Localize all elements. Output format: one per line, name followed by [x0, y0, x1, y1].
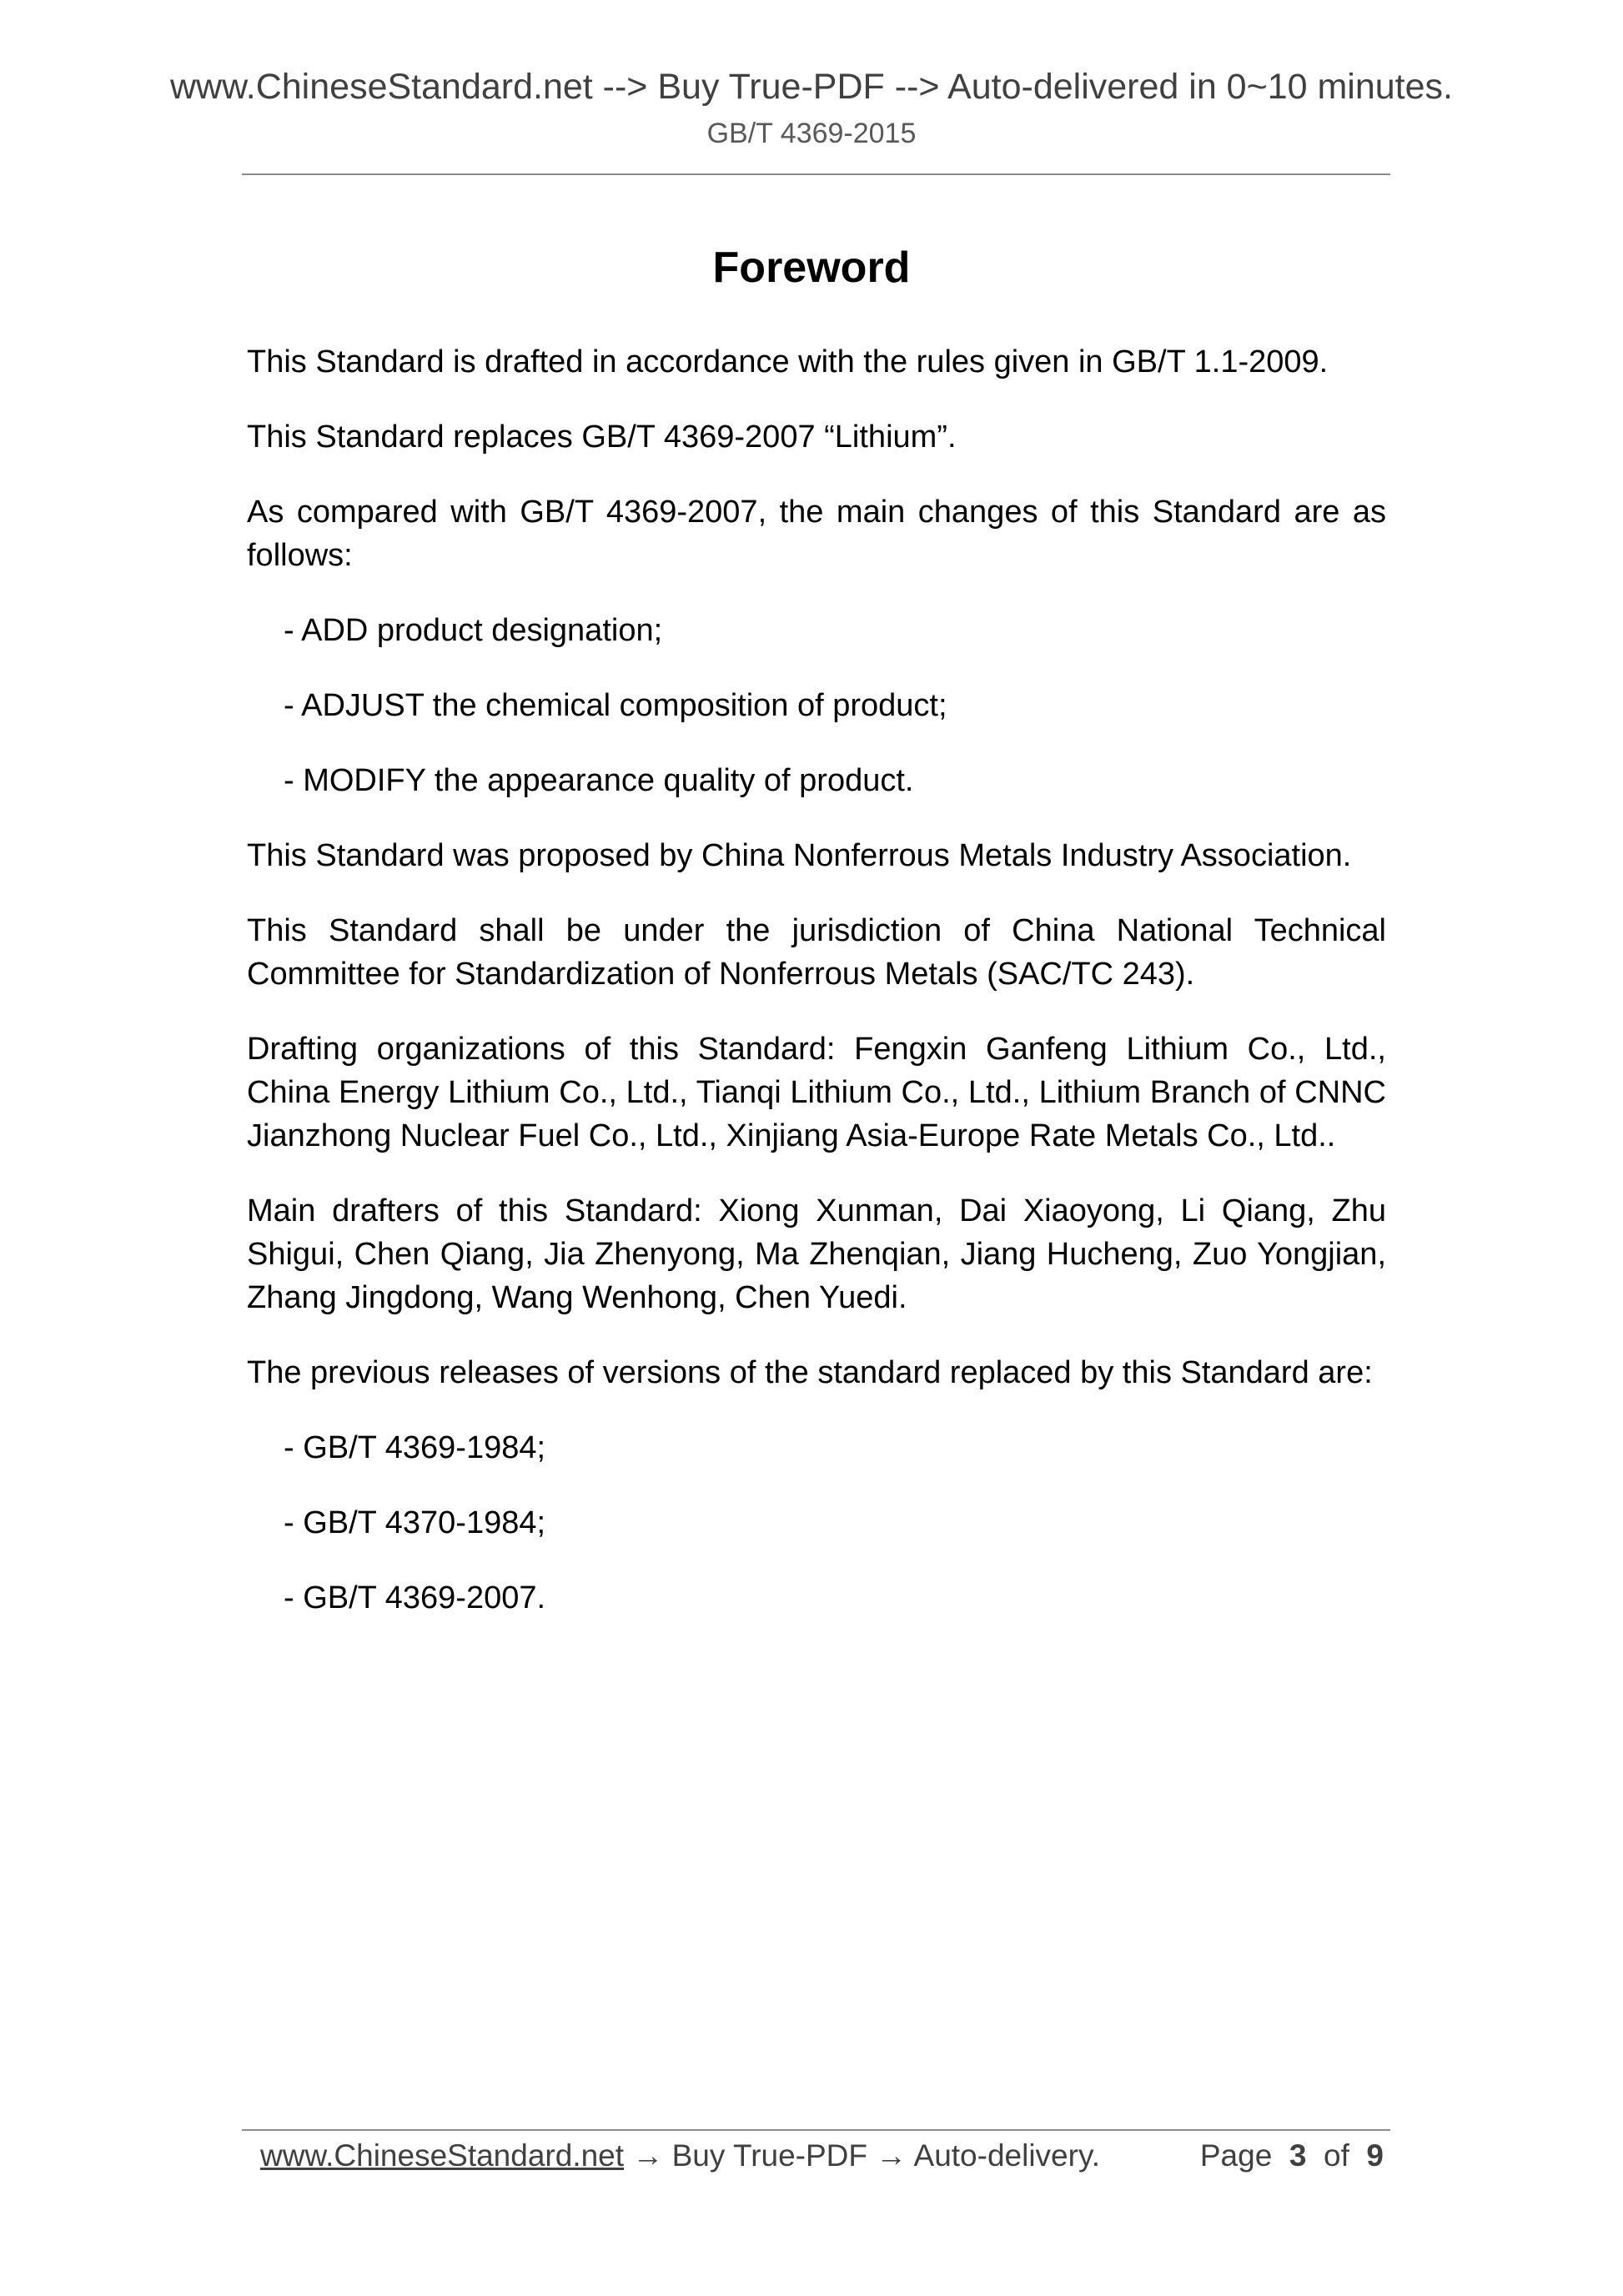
header-banner: www.ChineseStandard.net --> Buy True-PDF --> Auto-delivered in 0~10 minutes.: [169, 67, 1453, 107]
paragraph-proposed-by: This Standard was proposed by China Nonferrous Metals Industry Association.: [247, 838, 1352, 873]
paragraph-changes-intro: As compared with GB/T 4369-2007, the main changes of this Standard are as follows:: [247, 495, 1386, 573]
header-divider: [242, 173, 1390, 175]
paragraph-drafting-rules: This Standard is drafted in accordance with the rules given in GB/T 1.1-2009.: [247, 344, 1329, 379]
document-code: GB/T 4369-2015: [706, 118, 917, 149]
list-item-previous-release: - GB/T 4369-1984;: [284, 1430, 546, 1465]
current-page-number: 3: [1289, 2138, 1307, 2173]
footer-tagline: → Buy True-PDF → Auto-delivery.: [624, 2138, 1100, 2173]
list-item-change: - ADD product designation;: [284, 613, 663, 648]
total-page-number: 9: [1366, 2138, 1384, 2173]
list-item-previous-release: - GB/T 4369-2007.: [284, 1580, 546, 1615]
paragraph-main-drafters: Main drafters of this Standard: Xiong Xunman, Dai Xiaoyong, Li Qiang, Zhu Shigui, Chen Qiang, Jia Zhenyong, Ma Zhenqian, Jiang Hucheng, Zuo Yongjian, Zhang Jingdong, Wang Wenhong, Chen Yuedi.: [247, 1193, 1386, 1315]
page-indicator: [1200, 2134, 1384, 2178]
page-label: Page: [1199, 2138, 1273, 2173]
page-footer: [260, 2134, 1384, 2178]
list-item-change: - MODIFY the appearance quality of product.: [284, 763, 914, 798]
paragraph-previous-releases: The previous releases of versions of the standard replaced by this Standard are:: [247, 1355, 1373, 1390]
page-title: Foreword: [712, 244, 911, 292]
list-item-change: - ADJUST the chemical composition of product;: [284, 688, 947, 723]
of-label: of: [1324, 2138, 1349, 2173]
paragraph-replaces: This Standard replaces GB/T 4369-2007 “Lithium”.: [247, 420, 957, 455]
footer-divider: [242, 2129, 1390, 2131]
foreword-body: [247, 340, 1386, 1651]
paragraph-drafting-organizations: Drafting organizations of this Standard: Fengxin Ganfeng Lithium Co., Ltd., China Energy Lithium Co., Ltd., Tianqi Lithium Co., Ltd., Lithium Branch of CNNC Jianzhong Nuclear Fuel Co., Ltd., Xinjiang Asia-Europe Rate Metals Co., Ltd..: [247, 1032, 1386, 1153]
footer-left: [260, 2134, 1100, 2178]
paragraph-jurisdiction: This Standard shall be under the jurisdiction of China National Technical Committee for Standardization of Nonferrous Metals (SAC/TC 243).: [247, 913, 1386, 992]
footer-website-link[interactable]: www.ChineseStandard.net: [260, 2138, 625, 2173]
list-item-previous-release: - GB/T 4370-1984;: [284, 1505, 546, 1540]
